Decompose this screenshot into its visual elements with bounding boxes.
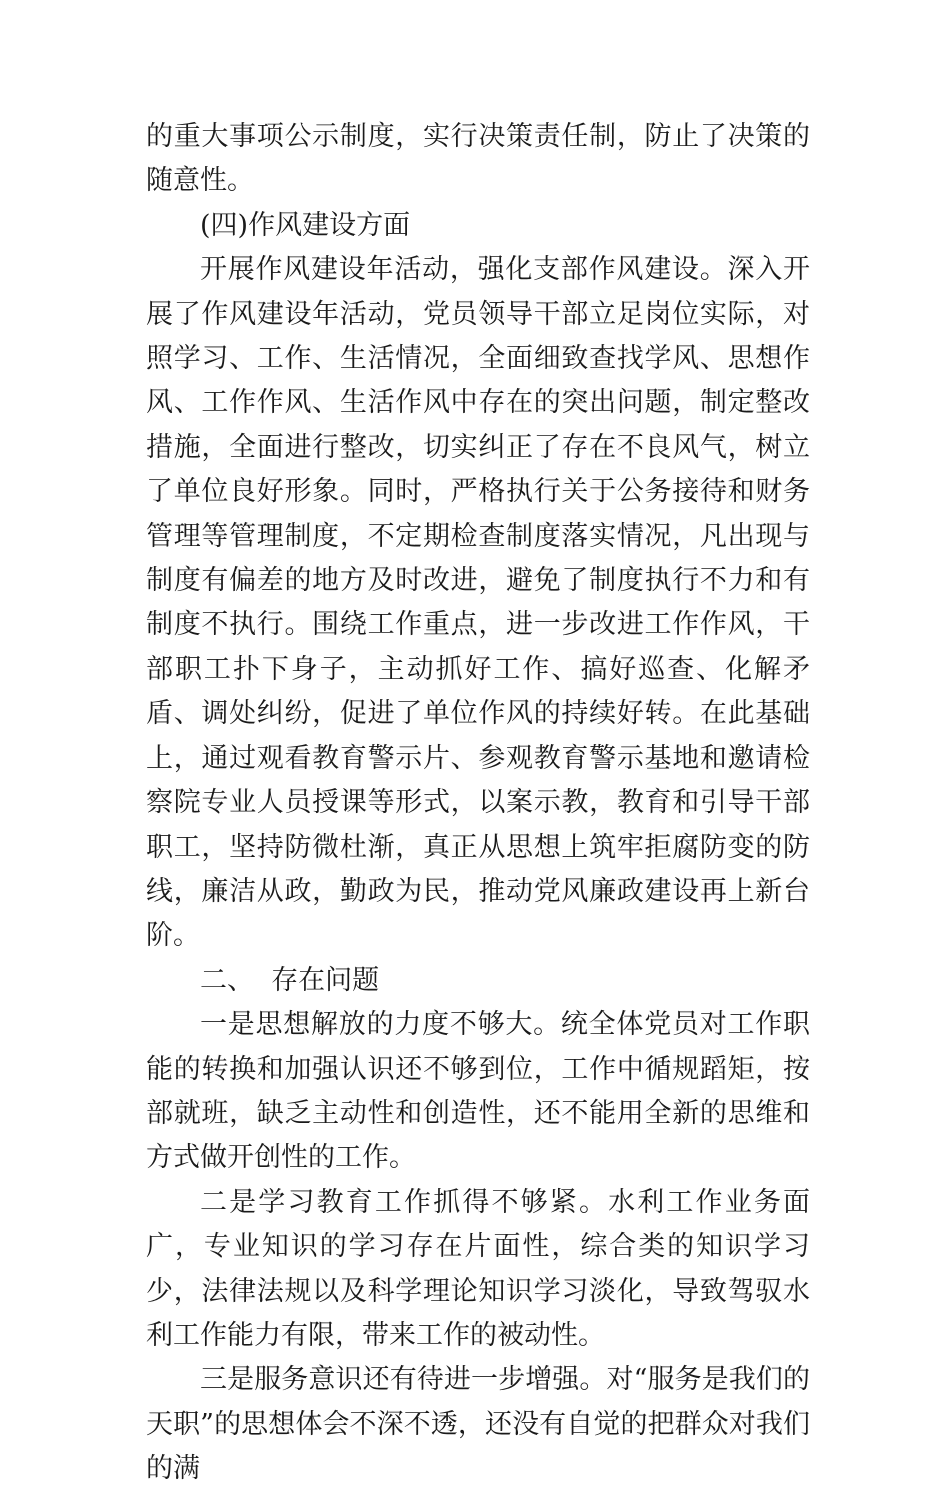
paragraph-problem-one: 一是思想解放的力度不够大。统全体党员对工作职能的转换和加强认识还不够到位，工作中循规蹈矩，按部就班，缺乏主动性和创造性，还不能用全新的思维和方式做开创性的工作。 xyxy=(146,1009,810,1174)
section-heading-style-building: (四)作风建设方面 xyxy=(200,209,411,241)
section-heading-problems: 二、 存在问题 xyxy=(200,964,380,996)
paragraph-style-building: 开展作风建设年活动，强化支部作风建设。深入开展了作风建设年活动，党员领导干部立足岗位实际，对照学习、工作、生活情况，全面细致查找学风、思想作风、工作作风、生活作风中存在的突出问题，制定整改措施，全面进行整改，切实纠正了存在不良风气，树立了单位良好形象。同时，严格执行关于公务接待和财务管理等管理制度，不定期检查制度落实情况，凡出现与制度有偏差的地方及时改进，避免了制度执行不力和有制度不执行。围绕工作重点，进一步改进工作作风，干部职工扑下身子，主动抓好工作、搞好巡查、化解矛盾、调处纠纷，促进了单位作风的持续好转。在此基础上，通过观看教育警示片、参观教育警示基地和邀请检察院专业人员授课等形式，以案示教，教育和引导干部职工，坚持防微杜渐，真正从思想上筑牢拒腐防变的防线，廉洁从政，勤政为民，推动党风廉政建设再上新台阶。 xyxy=(146,254,810,952)
paragraph-continuation: 的重大事项公示制度，实行决策责任制，防止了决策的随意性。 xyxy=(146,121,810,197)
paragraph-problem-two: 二是学习教育工作抓得不够紧。水利工作业务面广，专业知识的学习存在片面性，综合类的知识学习少，法律法规以及科学理论知识学习淡化，导致驾驭水利工作能力有限，带来工作的被动性。 xyxy=(146,1186,810,1351)
paragraph-problem-three: 三是服务意识还有待进一步增强。对“服务是我们的天职”的思想体会不深不透，还没有自觉的把群众对我们的满 xyxy=(146,1364,810,1485)
document-body xyxy=(146,115,810,1492)
